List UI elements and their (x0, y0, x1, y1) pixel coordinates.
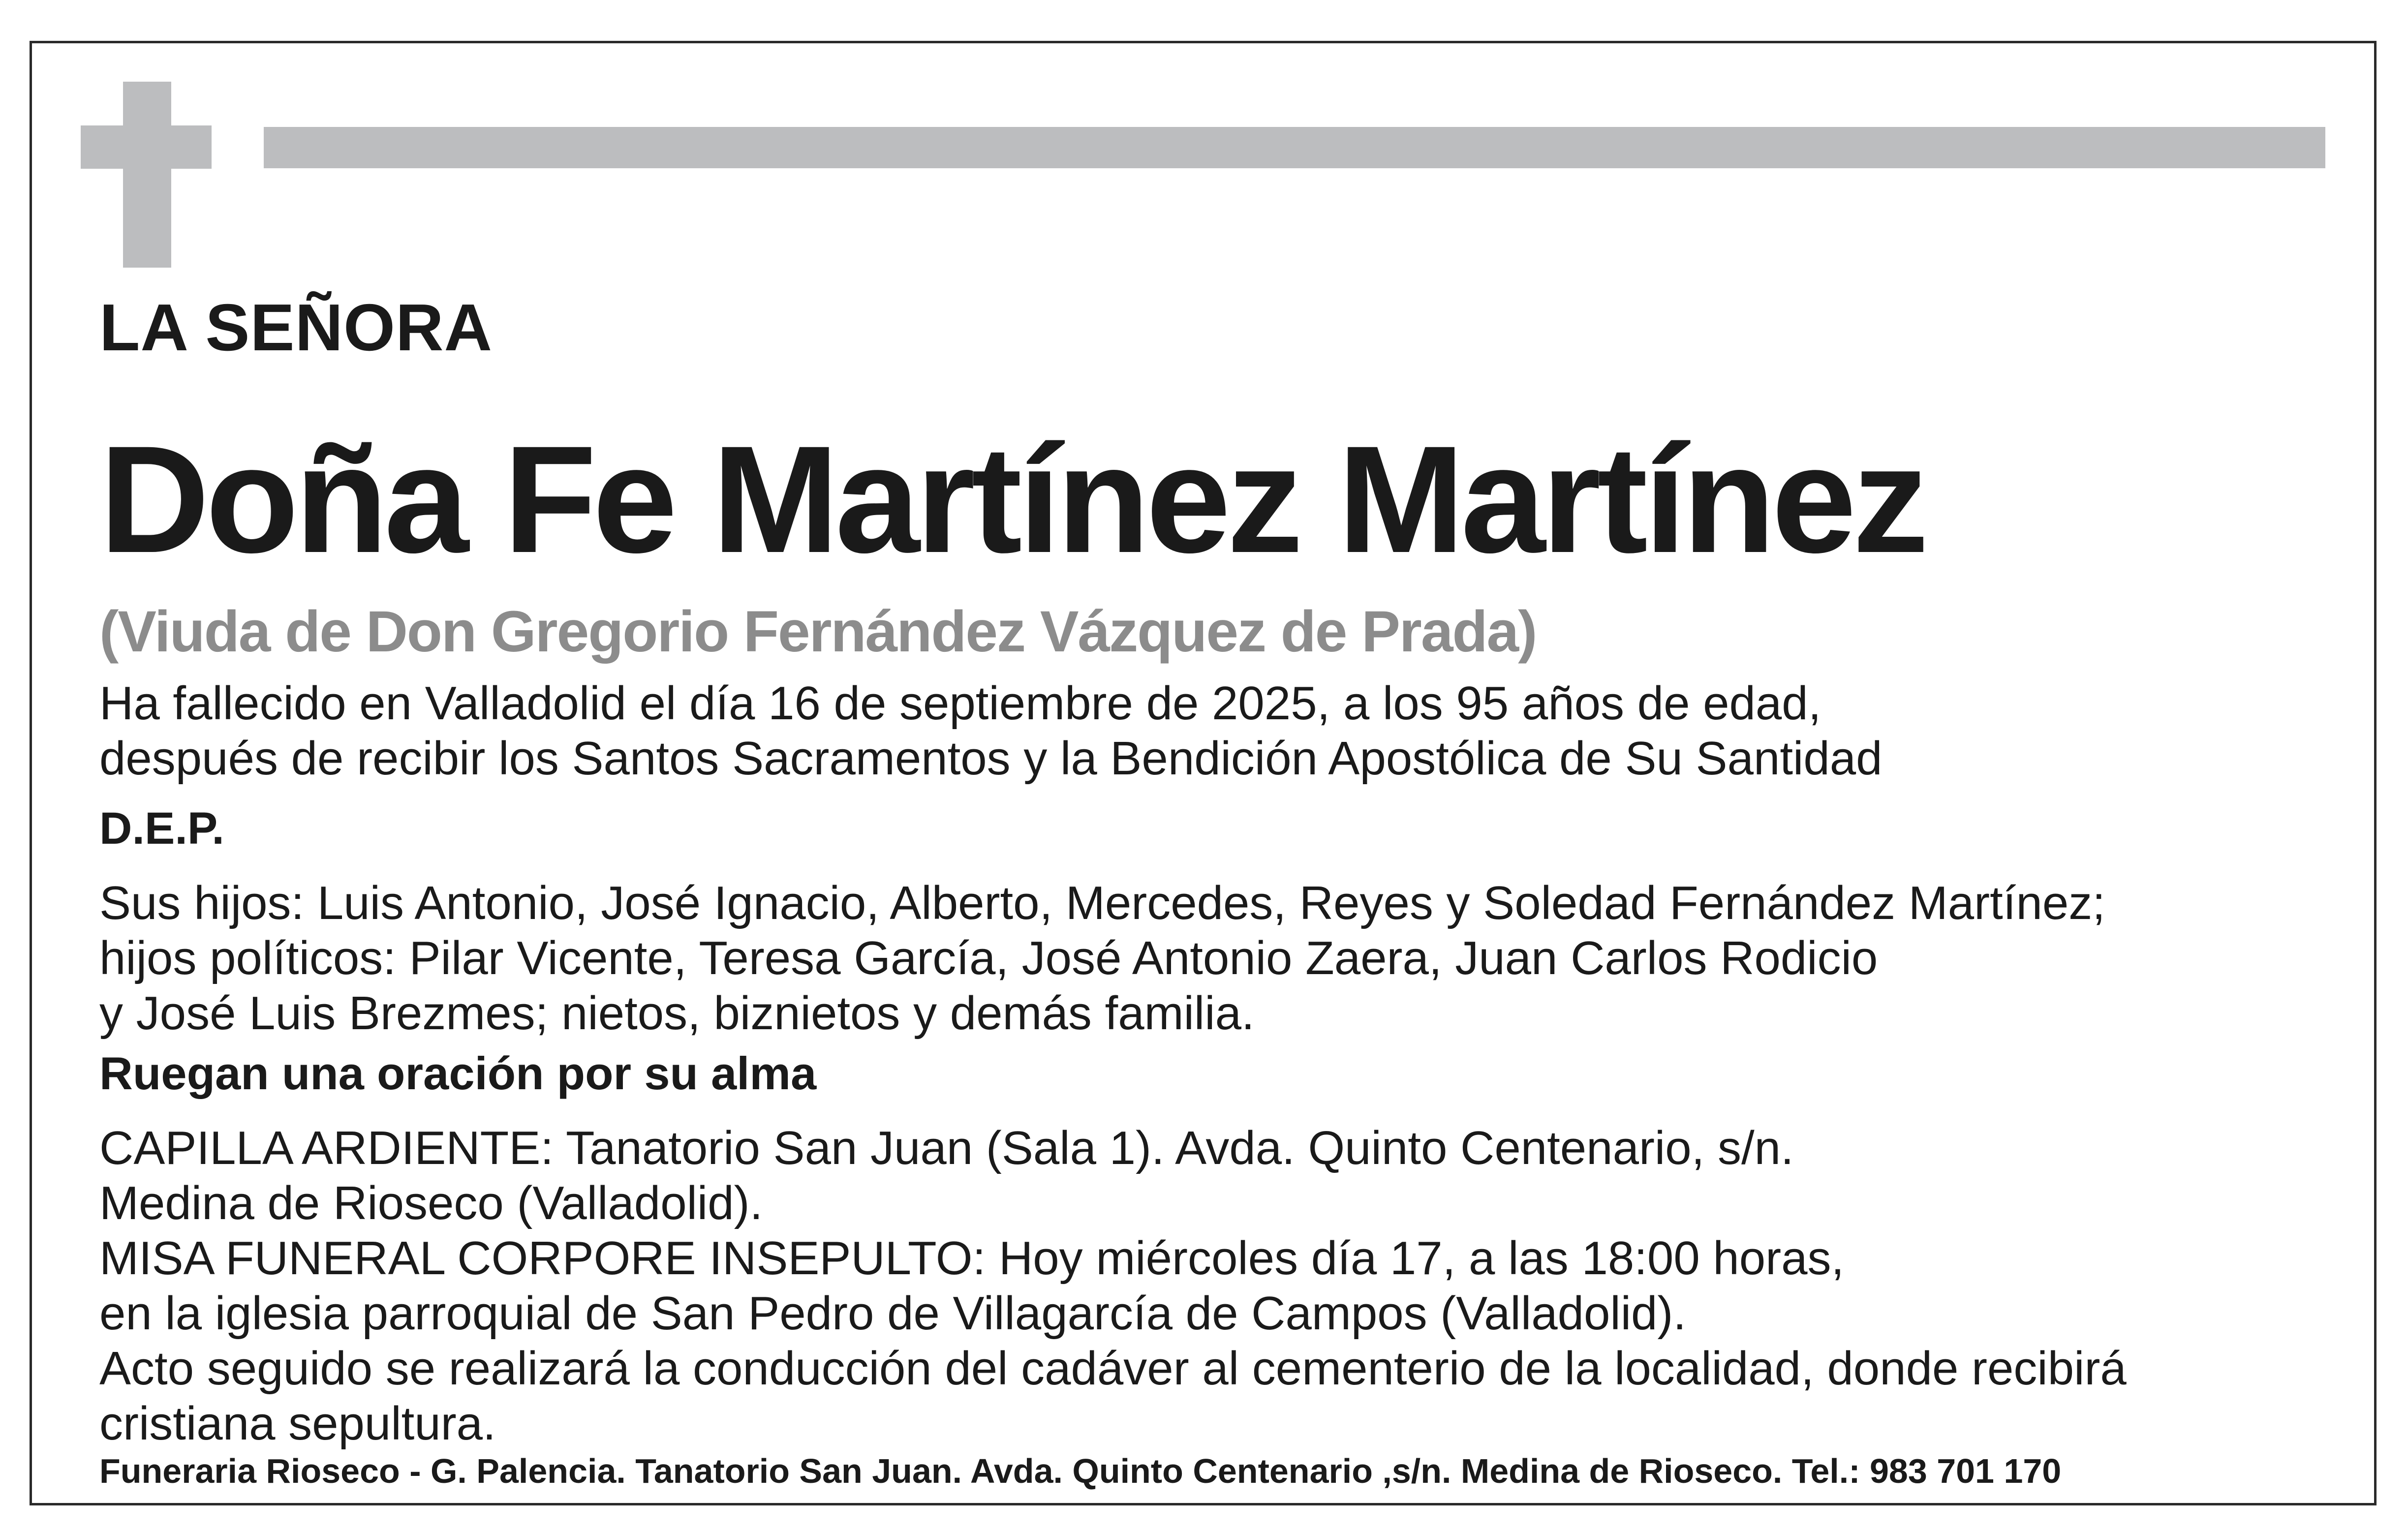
widow-subtitle: (Viuda de Don Gregorio Fernández Vázquez de Prada) (99, 599, 1537, 664)
family-line: Sus hijos: Luis Antonio, José Ignacio, Alberto, Mercedes, Reyes y Soledad Fernández Martínez; (99, 877, 2105, 929)
ceremony-paragraph (99, 1121, 2127, 1451)
ceremony-line: CAPILLA ARDIENTE: Tanatorio San Juan (Sala 1). Avda. Quinto Centenario, s/n. (99, 1122, 1794, 1174)
cross-horizontal-bar (81, 125, 212, 169)
death-line: Ha fallecido en Valladolid el día 16 de septiembre de 2025, a los 95 años de edad, (99, 677, 1821, 730)
prayer-request: Ruegan una oración por su alma (99, 1047, 817, 1099)
header-divider-bar (264, 127, 2325, 168)
ceremony-line: Medina de Rioseco (Valladolid). (99, 1177, 763, 1229)
dep-label: D.E.P. (99, 803, 224, 854)
cross-vertical-bar (123, 82, 171, 268)
family-line: hijos políticos: Pilar Vicente, Teresa García, José Antonio Zaera, Juan Carlos Rodicio (99, 932, 1878, 984)
death-line: después de recibir los Santos Sacramentos y la Bendición Apostólica de Su Santidad (99, 732, 1883, 785)
notice-title: LA SEÑORA (99, 290, 493, 365)
death-paragraph (99, 676, 1883, 786)
ceremony-line: Acto seguido se realizará la conducción del cadáver al cementerio de la localidad, donde recibirá (99, 1342, 2127, 1395)
deceased-name: Doña Fe Martínez Martínez (99, 414, 1925, 584)
ceremony-line: en la iglesia parroquial de San Pedro de Villagarcía de Campos (Valladolid). (99, 1287, 1687, 1340)
ceremony-line: MISA FUNERAL CORPORE INSEPULTO: Hoy miércoles día 17, a las 18:00 horas, (99, 1232, 1845, 1285)
funeral-home-footer: Funeraria Rioseco - G. Palencia. Tanatorio San Juan. Avda. Quinto Centenario ,s/n. Medina de Rioseco. Tel.: 983 701 170 (99, 1452, 2062, 1490)
ceremony-line: cristiana sepultura. (99, 1397, 496, 1450)
family-line: y José Luis Brezmes; nietos, biznietos y demás familia. (99, 987, 1255, 1040)
family-paragraph (99, 876, 2105, 1041)
